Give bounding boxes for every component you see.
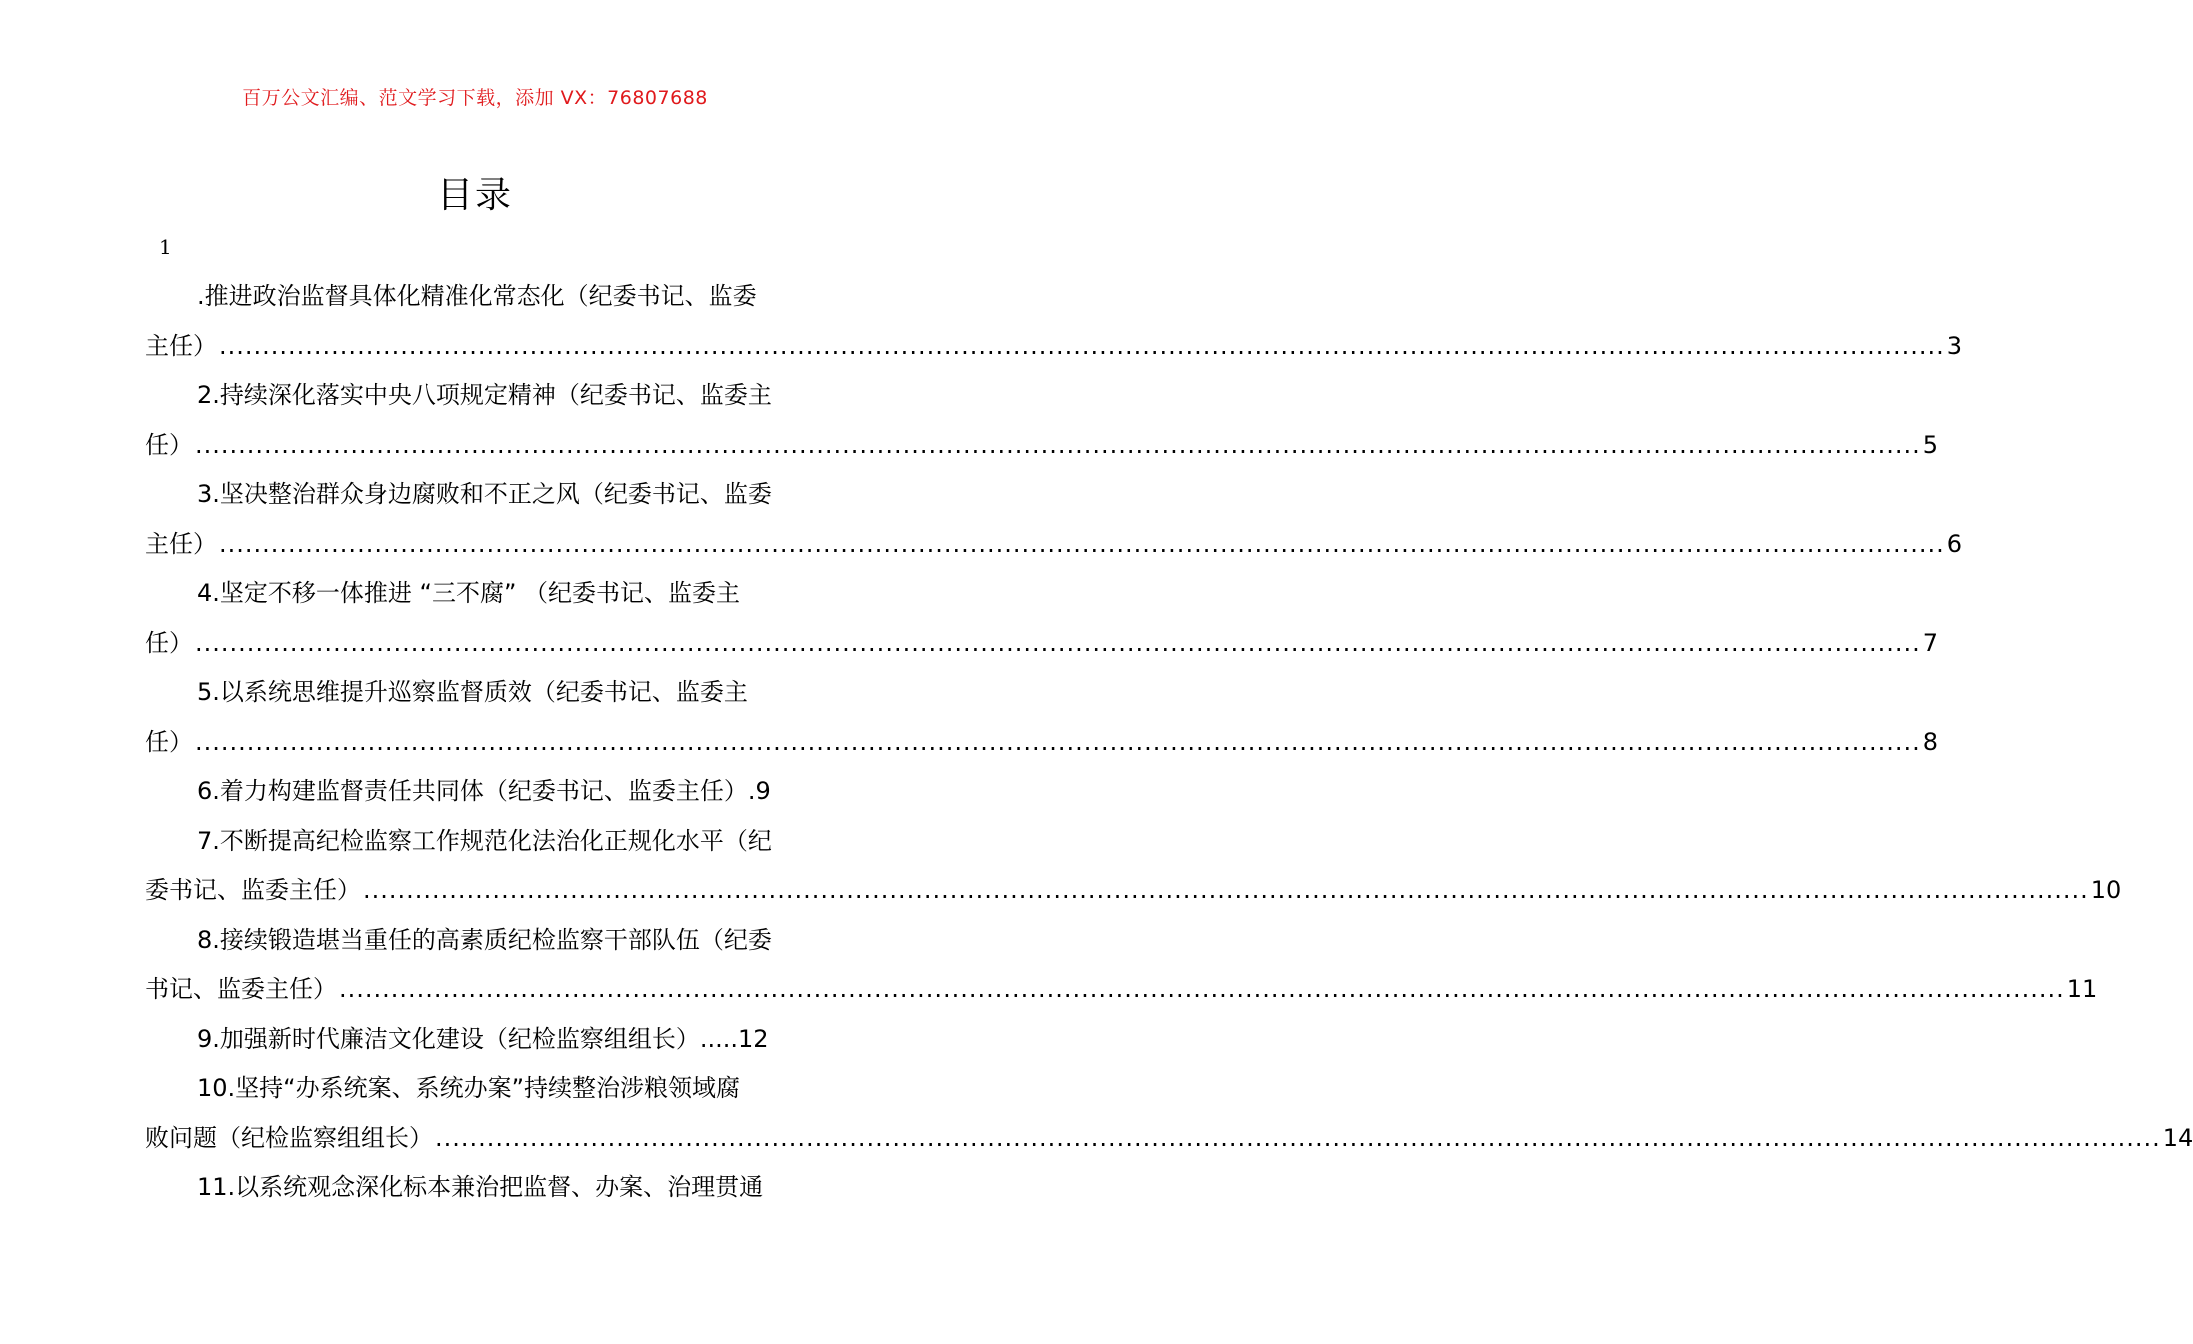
toc-entry[interactable]: 2.持续深化落实中央八项规定精神（纪委书记、监委主 [197,381,772,409]
page-title: 目录 [436,175,513,216]
toc-entry[interactable]: 8.接续锻造堪当重任的高素质纪检监察干部队伍（纪委 [197,925,772,954]
dot-leader: ........................................................................................................................................................................................................ [195,628,1921,657]
toc-entry-text: 任） [145,628,193,657]
dot-leader: ........................................................................................................................................................................................................ [339,975,2065,1003]
toc-entry-text: 任） [145,727,193,756]
toc-entry-continuation[interactable] [145,1114,2193,1164]
dot-leader: ........................................................................................................................................................................................................ [219,331,1945,360]
toc-entry[interactable]: 3.坚决整治群众身边腐败和不正之风（纪委书记、监委 [197,480,772,508]
toc-entry-continuation[interactable] [145,421,1939,471]
toc-entry[interactable]: 6.着力构建监督责任共同体（纪委书记、监委主任）.9 [197,777,771,805]
toc-page-number: 10 [2090,876,2122,904]
toc-entry-text: 主任） [145,331,217,360]
toc-entry[interactable]: 7.不断提高纪检监察工作规范化法治化正规化水平（纪 [197,826,772,855]
toc-entry-continuation[interactable] [145,322,1963,372]
orphan-number: 1 [159,235,172,259]
toc-entry-text: 败问题（纪检监察组组长） [145,1123,433,1152]
toc-page-number: 8 [1922,727,1939,756]
dot-leader: ........................................................................................................................................................................................................ [219,529,1945,558]
toc-page-number: 14 [2162,1123,2193,1152]
toc-page-number: 11 [2066,975,2098,1003]
dot-leader: ........................................................................................................................................................................................................ [435,1123,2161,1152]
toc-entry-continuation[interactable] [145,718,1939,768]
toc-page-number: 5 [1922,430,1939,459]
toc-entry-text: 书记、监委主任） [145,975,337,1003]
toc-entry[interactable]: .推进政治监督具体化精准化常态化（纪委书记、监委 [197,282,757,310]
toc-entry-continuation[interactable] [145,619,1939,669]
toc-entry-continuation[interactable] [145,965,2098,1015]
toc-entry[interactable]: 4.坚定不移一体推进 “三不腐” （纪委书记、监委主 [197,579,741,607]
toc-entry-continuation[interactable] [145,866,2122,916]
toc-page-number: 6 [1946,529,1963,558]
toc-entry-text: 委书记、监委主任） [145,876,361,904]
toc-entry[interactable]: 11.以系统观念深化标本兼治把监督、办案、治理贯通 [197,1173,764,1201]
toc-page-number: 3 [1946,331,1963,360]
toc-entry[interactable]: 10.坚持“办系统案、系统办案”持续整治涉粮领域腐 [197,1074,741,1102]
dot-leader: ........................................................................................................................................................................................................ [363,876,2089,904]
toc-entry[interactable]: 9.加强新时代廉洁文化建设（纪检监察组组长）.....12 [197,1024,769,1053]
toc-entry[interactable]: 5.以系统思维提升巡察监督质效（纪委书记、监委主 [197,678,748,706]
toc-entry-text: 主任） [145,529,217,558]
toc-entry-text: 任） [145,430,193,459]
header-banner: 百万公文汇编、范文学习下载，添加 VX：76807688 [242,87,708,109]
toc-page-number: 7 [1922,628,1939,657]
table-of-contents [145,272,2193,1213]
toc-entry-continuation[interactable] [145,520,1963,570]
dot-leader: ........................................................................................................................................................................................................ [195,430,1921,459]
dot-leader: ........................................................................................................................................................................................................ [195,727,1921,756]
